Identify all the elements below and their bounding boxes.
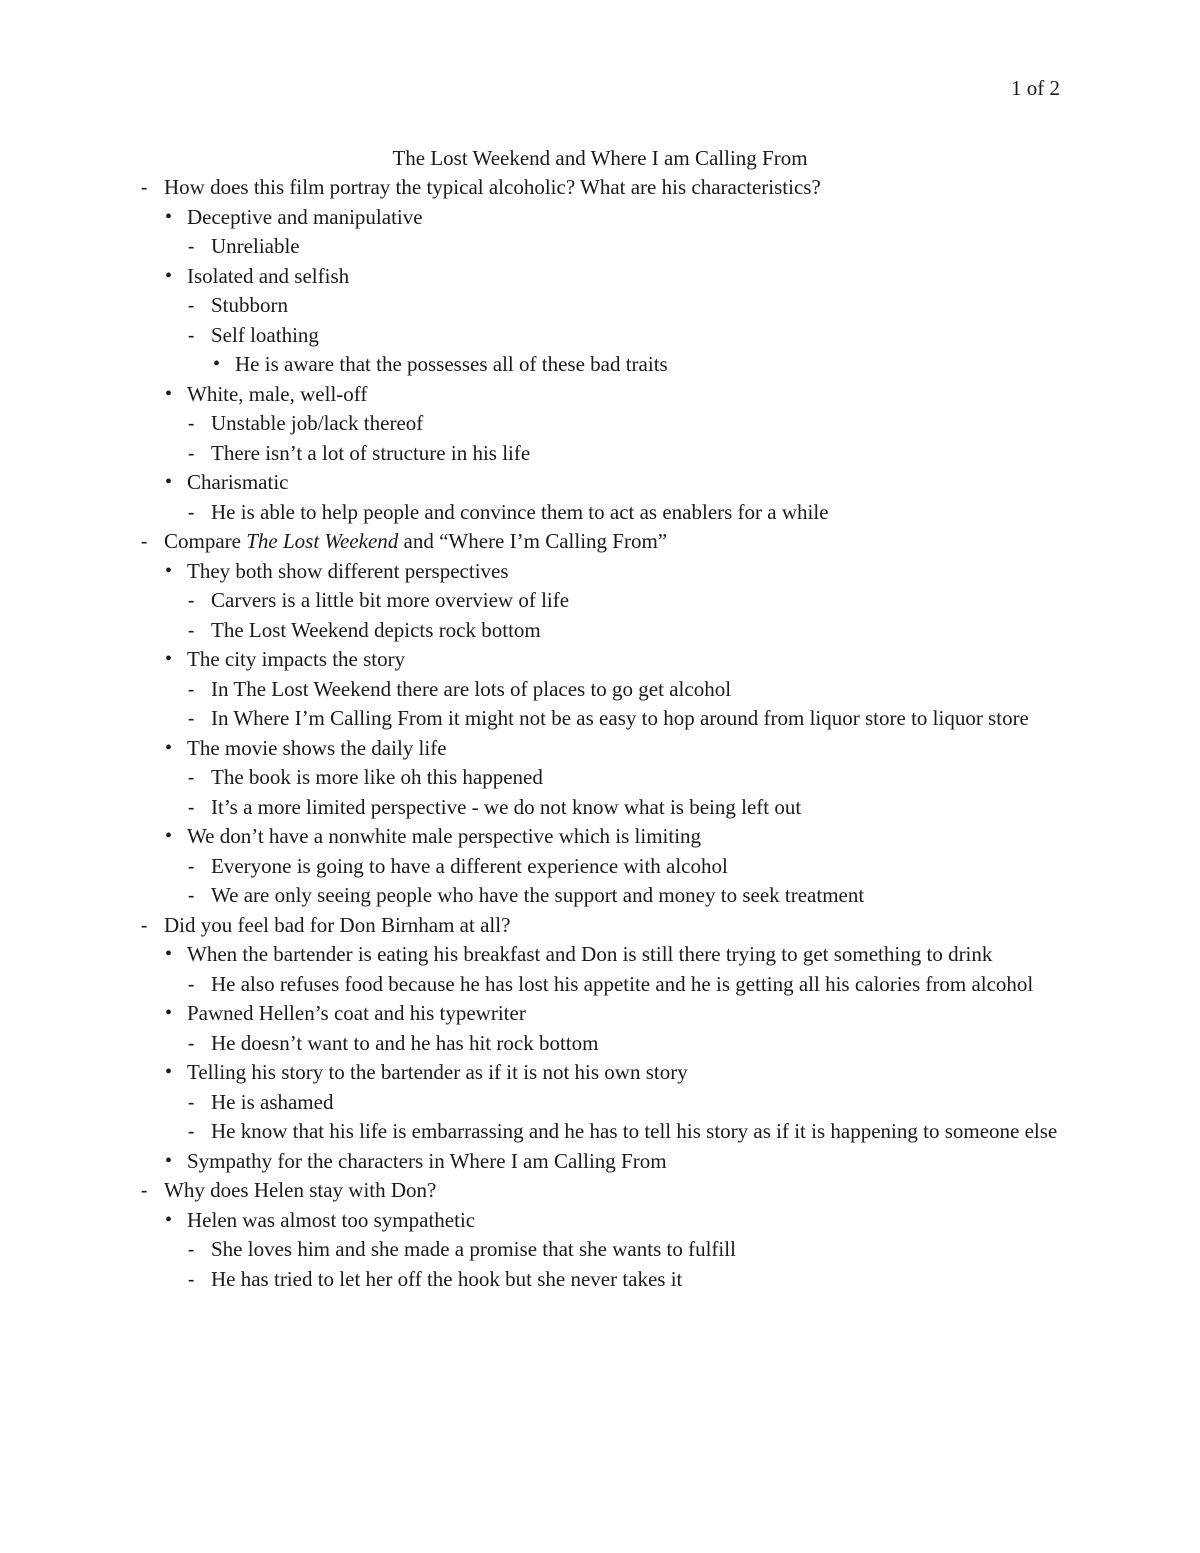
outline-item-text: There isn’t a lot of structure in his life [211, 440, 531, 465]
outline-item-level-3 [0, 498, 1200, 528]
dash-marker-icon [188, 763, 194, 793]
dash-marker-icon [188, 409, 194, 439]
outline-item-text: He has tried to let her off the hook but she never takes it [211, 1266, 683, 1291]
dash-marker-icon [141, 173, 147, 203]
outline-item-text: Charismatic [187, 470, 289, 494]
outline-item-text: He know that his life is embarrassing and he has to tell his story as if it is happening to someone else [211, 1119, 1058, 1143]
dash-marker-icon [141, 1176, 147, 1206]
outline-item-level-3 [0, 704, 1200, 734]
outline-item-level-3 [0, 1029, 1200, 1059]
outline-item-level-1 [0, 527, 1200, 557]
outline-item-level-2 [0, 734, 1200, 764]
bullet-marker-icon [165, 999, 172, 1029]
bullet-marker-icon [165, 557, 172, 587]
outline-item-text: White, male, well-off [187, 381, 368, 406]
outline-item-text: Unstable job/lack thereof [211, 411, 424, 435]
outline-item-text: The movie shows the daily life [187, 735, 447, 760]
dash-marker-icon [188, 881, 194, 911]
bullet-marker-icon [165, 203, 172, 233]
outline-item-level-2 [0, 999, 1200, 1029]
outline-item-text: He doesn’t want to and he has hit rock bottom [211, 1030, 599, 1055]
outline-item-text: He is aware that the possesses all of these bad traits [235, 352, 668, 376]
dash-marker-icon [188, 852, 194, 882]
outline-item-text: How does this film portray the typical alcoholic? What are his characteristics? [164, 175, 821, 199]
outline-item-text: Unreliable [211, 234, 300, 258]
outline-item-level-3 [0, 970, 1200, 1000]
dash-marker-icon [188, 1029, 194, 1059]
bullet-marker-icon [165, 734, 172, 764]
notes-outline [0, 173, 1200, 1294]
bullet-marker-icon [213, 350, 220, 380]
outline-item-level-3 [0, 616, 1200, 646]
outline-item-text: Self loathing [211, 322, 319, 347]
outline-item-level-3 [0, 291, 1200, 321]
outline-item-level-3 [0, 852, 1200, 882]
outline-item-level-2 [0, 380, 1200, 410]
outline-item-text: Stubborn [211, 293, 289, 317]
outline-item-text: He also refuses food because he has lost his appetite and he is getting all his calories from alcohol [211, 971, 1034, 996]
outline-item-text: The Lost Weekend depicts rock bottom [211, 617, 541, 642]
outline-text-before: Compare [164, 529, 247, 553]
outline-text-italic: The Lost Weekend [246, 529, 399, 553]
outline-item-level-3 [0, 586, 1200, 616]
outline-item-text: The city impacts the story [187, 647, 406, 671]
dash-marker-icon [141, 527, 147, 557]
dash-marker-icon [188, 498, 194, 528]
dash-marker-icon [188, 793, 194, 823]
outline-item-text: Isolated and selfish [187, 263, 350, 288]
outline-item-text: Did you feel bad for Don Birnham at all? [164, 912, 511, 937]
bullet-marker-icon [165, 940, 172, 970]
dash-marker-icon [188, 704, 194, 734]
outline-item-text: Pawned Hellen’s coat and his typewriter [187, 1001, 526, 1025]
bullet-marker-icon [165, 1147, 172, 1177]
outline-item-text: It’s a more limited perspective - we do not know what is being left out [211, 794, 802, 819]
outline-item-level-2 [0, 940, 1200, 970]
outline-item-level-2 [0, 557, 1200, 587]
bullet-marker-icon [165, 262, 172, 292]
bullet-marker-icon [165, 380, 172, 410]
outline-item-level-1 [0, 911, 1200, 941]
dash-marker-icon [188, 439, 194, 469]
document-title: The Lost Weekend and Where I am Calling From [392, 146, 808, 170]
outline-item-text: In The Lost Weekend there are lots of places to go get alcohol [211, 676, 732, 701]
dash-marker-icon [188, 1117, 194, 1147]
outline-item-level-3 [0, 1235, 1200, 1265]
outline-item-text: He is able to help people and convince them to act as enablers for a while [211, 499, 829, 524]
outline-item-level-2 [0, 1147, 1200, 1177]
bullet-marker-icon [165, 1058, 172, 1088]
outline-item-level-3 [0, 1265, 1200, 1295]
outline-item-level-3 [0, 675, 1200, 705]
dash-marker-icon [188, 1235, 194, 1265]
outline-item-text: Deceptive and manipulative [187, 204, 423, 229]
outline-item-text [164, 529, 667, 553]
outline-item-level-2 [0, 262, 1200, 292]
outline-item-level-3 [0, 439, 1200, 469]
outline-text-after: and “Where I’m Calling From” [398, 529, 668, 553]
dash-marker-icon [188, 291, 194, 321]
outline-item-text: They both show different perspectives [187, 558, 509, 583]
outline-item-text: We don’t have a nonwhite male perspective which is limiting [187, 824, 702, 848]
outline-item-text: Telling his story to the bartender as if it is not his own story [187, 1060, 688, 1084]
bullet-marker-icon [165, 645, 172, 675]
outline-item-level-3 [0, 232, 1200, 262]
dash-marker-icon [188, 675, 194, 705]
dash-marker-icon [141, 911, 147, 941]
bullet-marker-icon [165, 468, 172, 498]
dash-marker-icon [188, 321, 194, 351]
outline-item-level-3 [0, 409, 1200, 439]
outline-item-text: He is ashamed [211, 1089, 334, 1114]
outline-item-text: She loves him and she made a promise that she wants to fulfill [211, 1237, 736, 1261]
outline-item-level-1 [0, 173, 1200, 203]
bullet-marker-icon [165, 822, 172, 852]
dash-marker-icon [188, 1265, 194, 1295]
outline-item-text: In Where I’m Calling From it might not be as easy to hop around from liquor store to liquor store [211, 706, 1029, 730]
outline-item-text: Carvers is a little bit more overview of life [211, 588, 570, 612]
outline-item-text: The book is more like oh this happened [211, 765, 543, 789]
page-number: 1 of 2 [1011, 76, 1060, 100]
dash-marker-icon [188, 232, 194, 262]
dash-marker-icon [188, 970, 194, 1000]
outline-item-text: Helen was almost too sympathetic [187, 1207, 476, 1232]
outline-item-level-3 [0, 763, 1200, 793]
outline-item-level-1 [0, 1176, 1200, 1206]
outline-item-level-2 [0, 468, 1200, 498]
dash-marker-icon [188, 616, 194, 646]
outline-item-level-2 [0, 645, 1200, 675]
outline-item-level-2 [0, 1058, 1200, 1088]
outline-item-level-2 [0, 1206, 1200, 1236]
bullet-marker-icon [165, 1206, 172, 1236]
outline-item-level-3 [0, 1117, 1200, 1147]
outline-item-level-4 [0, 350, 1200, 380]
outline-item-text: When the bartender is eating his breakfast and Don is still there trying to get something to drink [187, 942, 993, 966]
outline-item-level-2 [0, 822, 1200, 852]
outline-item-level-2 [0, 203, 1200, 233]
outline-item-text: Sympathy for the characters in Where I am Calling From [187, 1148, 667, 1173]
outline-item-level-3 [0, 793, 1200, 823]
outline-item-level-3 [0, 321, 1200, 351]
outline-item-level-3 [0, 1088, 1200, 1118]
outline-item-level-3 [0, 881, 1200, 911]
outline-item-text: We are only seeing people who have the support and money to seek treatment [211, 883, 865, 907]
outline-item-text: Everyone is going to have a different experience with alcohol [211, 853, 728, 878]
dash-marker-icon [188, 586, 194, 616]
outline-item-text: Why does Helen stay with Don? [164, 1178, 437, 1202]
dash-marker-icon [188, 1088, 194, 1118]
